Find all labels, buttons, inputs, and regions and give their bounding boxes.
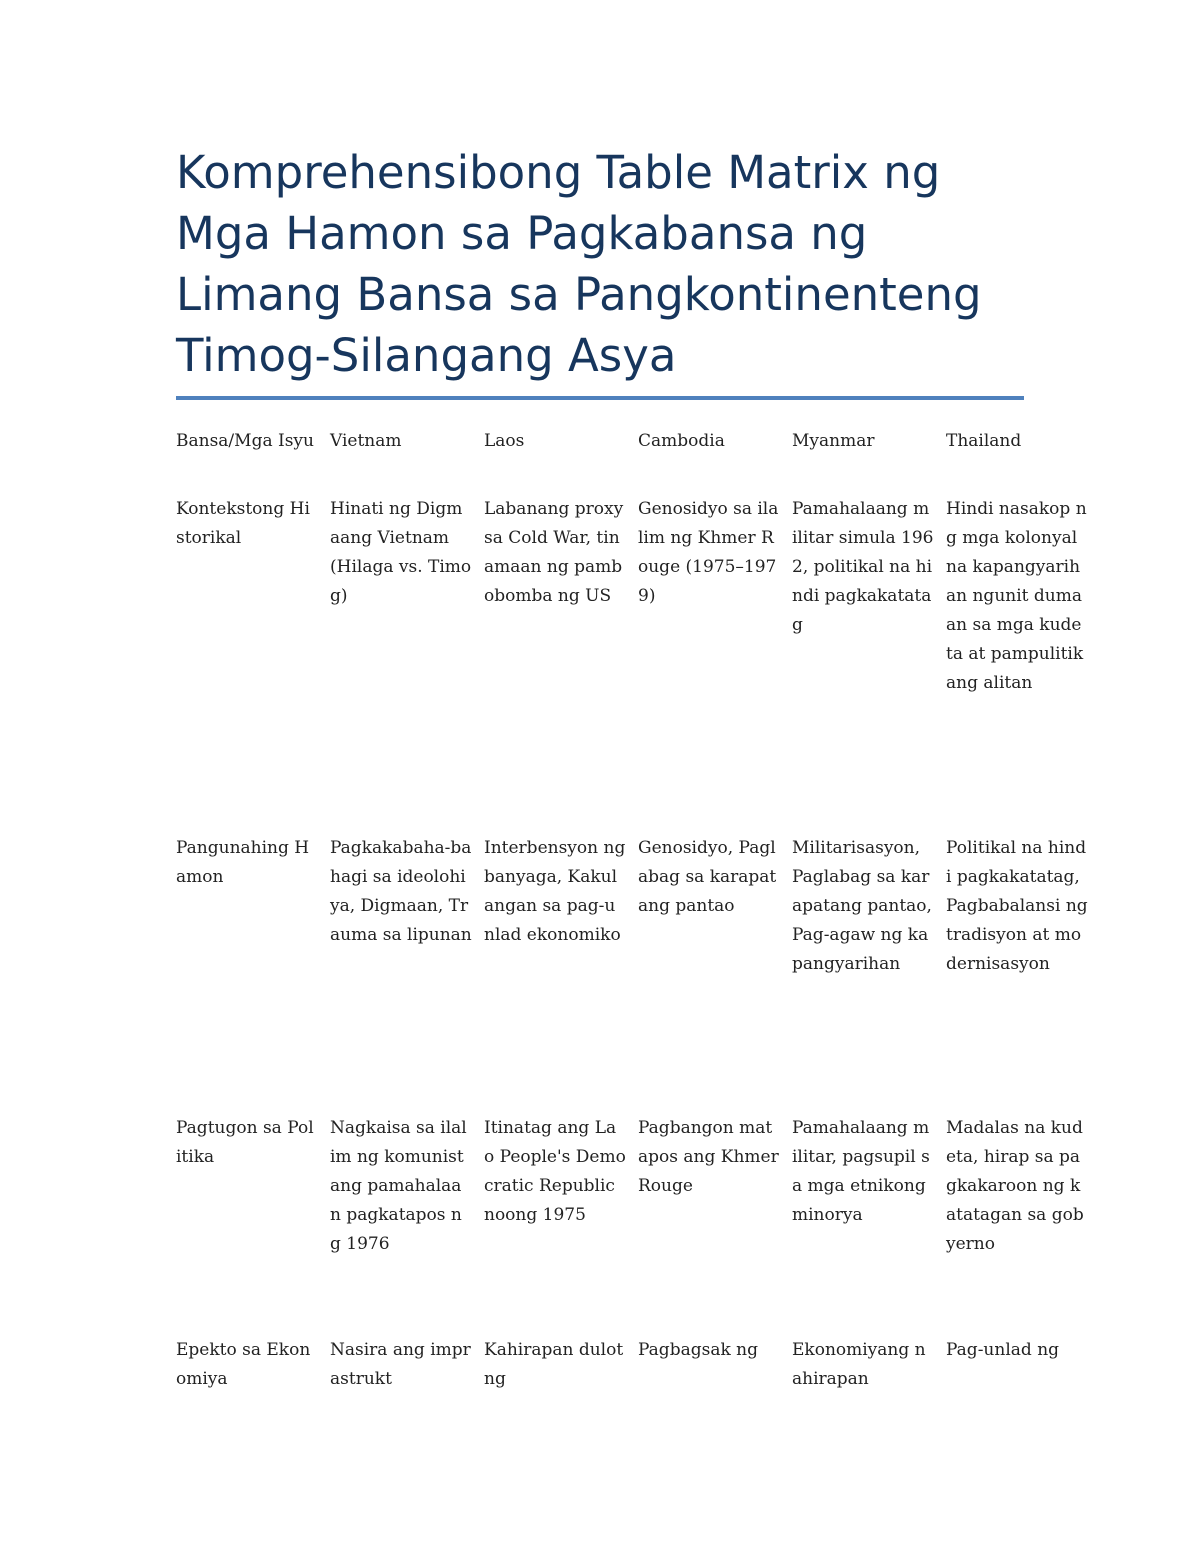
- header-cell-issues: Bansa/Mga Isyu: [176, 431, 314, 451]
- table-cell: Pagbagsak ng: [638, 1340, 758, 1360]
- table-row-economic-effect: [170, 1336, 1094, 1406]
- table-cell: Interbensyon ng banyaga, Kakulangan sa pag-unlad ekonomiko: [484, 838, 626, 945]
- table-cell: Genosidyo sa ilalim ng Khmer Rouge (1975–1979): [638, 499, 779, 606]
- table-cell: Nagkaisa sa ilalim ng komunistang pamahalaan pagkatapos ng 1976: [330, 1118, 467, 1254]
- document-title: Komprehensibong Table Matrix ng Mga Hamon sa Pagkabansa ng Limang Bansa sa Pangkontinenteng Timog-Silangang Asya: [176, 146, 982, 382]
- header-cell-thailand: Thailand: [946, 431, 1022, 451]
- table-cell: Itinatag ang Lao People's Democratic Republic noong 1975: [484, 1118, 626, 1225]
- table-cell: Pag-unlad ng: [946, 1340, 1060, 1360]
- challenges-matrix-table: [170, 427, 1094, 1406]
- row-label: Pagtugon sa Politika: [176, 1118, 314, 1167]
- table-cell: Hinati ng Digmaang Vietnam (Hilaga vs. Timog): [330, 499, 472, 606]
- header-cell-myanmar: Myanmar: [792, 431, 875, 451]
- table-cell: Madalas na kudeta, hirap sa pagkakaroon ng katatagan sa gobyerno: [946, 1118, 1084, 1254]
- table-cell: Ekonomiyang nahirapan: [792, 1340, 926, 1389]
- table-cell: Politikal na hindi pagkakatatag, Pagbabalansi ng tradisyon at modernisasyon: [946, 838, 1088, 974]
- row-label: Epekto sa Ekonomiya: [176, 1340, 311, 1389]
- table-cell: Militarisasyon, Paglabag sa karapatang pantao, Pag-agaw ng kapangyarihan: [792, 838, 932, 974]
- table-cell: Pamahalaang militar, pagsupil sa mga etnikong minorya: [792, 1118, 930, 1225]
- table-row-political-response: [170, 1114, 1094, 1336]
- table-cell: Pamahalaang militar simula 1962, politikal na hindi pagkakatatag: [792, 499, 934, 635]
- header-cell-vietnam: Vietnam: [330, 431, 402, 451]
- table-header-row: [170, 427, 1094, 495]
- row-label: Kontekstong Historikal: [176, 499, 310, 548]
- title-underline: [176, 396, 1024, 400]
- table-cell: Nasira ang imprastrukt: [330, 1340, 471, 1389]
- table-cell: Labanang proxy sa Cold War, tinamaan ng pambobomba ng US: [484, 499, 624, 606]
- header-cell-cambodia: Cambodia: [638, 431, 725, 451]
- table-row-historical-context: [170, 495, 1094, 834]
- header-cell-laos: Laos: [484, 431, 525, 451]
- table-cell: Kahirapan dulot ng: [484, 1340, 624, 1389]
- table-cell: Pagbangon matapos ang Khmer Rouge: [638, 1118, 779, 1196]
- table-cell: Genosidyo, Paglabag sa karapatang pantao: [638, 838, 777, 916]
- table-row-main-challenge: [170, 834, 1094, 1114]
- table-cell: Pagkakabaha-bahagi sa ideolohiya, Digmaan, Trauma sa lipunan: [330, 838, 472, 945]
- table-cell: Hindi nasakop ng mga kolonyal na kapangyarihan ngunit dumaan sa mga kudeta at pampulitikang alitan: [946, 499, 1087, 693]
- row-label: Pangunahing Hamon: [176, 838, 310, 887]
